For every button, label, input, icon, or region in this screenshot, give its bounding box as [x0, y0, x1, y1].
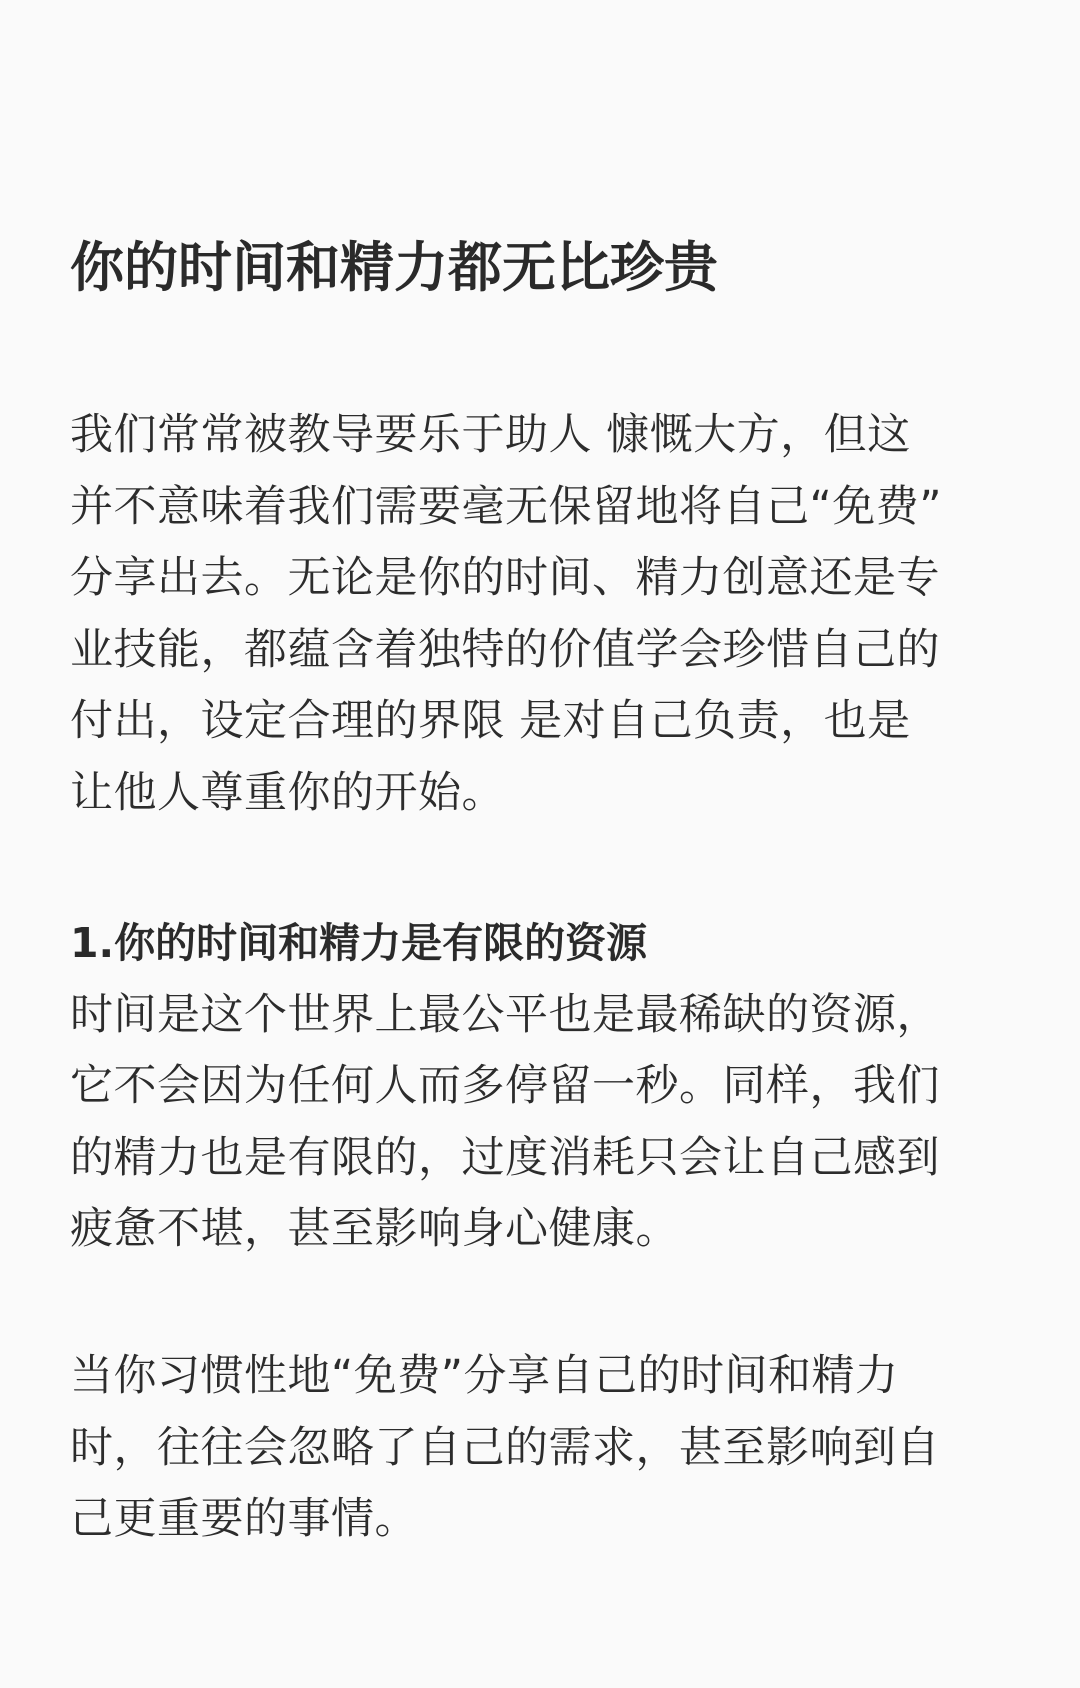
paragraph-line: 它不会因为任何人而多停留一秒。同样，我们 — [70, 1061, 940, 1111]
section-heading: 1.你的时间和精力是有限的资源 — [70, 919, 648, 967]
paragraph-line: 时，往往会忽略了自己的需求，甚至影响到自 — [70, 1422, 940, 1473]
paragraph-line: 的精力也是有限的，过度消耗只会让自己感到 — [70, 1132, 940, 1183]
intro-paragraph — [70, 400, 1030, 829]
paragraph-line: 并不意味着我们需要毫无保留地将自己“免费” — [70, 481, 943, 532]
paragraph-line: 分享出去。无论是你的时间、精力创意还是专 — [70, 553, 940, 603]
article-title: 你的时间和精力都无比珍贵 — [70, 236, 718, 299]
paragraph-line: 疲惫不堪，甚至影响身心健康。 — [70, 1204, 679, 1254]
paragraph-line: 己更重要的事情。 — [70, 1494, 418, 1544]
paragraph-line: 时间是这个世界上最公平也是最稀缺的资源， — [70, 989, 940, 1040]
paragraph-line: 付出，设定合理的界限 是对自己负责，也是 — [70, 696, 911, 746]
paragraph-line: 业技能，都蕴含着独特的价值学会珍惜自己的 — [70, 624, 940, 675]
section-1 — [70, 908, 1030, 1266]
paragraph-line: 当你习惯性地“免费”分享自己的时间和精力 — [70, 1351, 899, 1401]
paragraph-line: 我们常常被教导要乐于助人 慷慨大方，但这 — [70, 410, 911, 460]
paragraph-line: 让他人尊重你的开始。 — [70, 767, 505, 818]
closing-paragraph — [70, 1341, 1030, 1556]
